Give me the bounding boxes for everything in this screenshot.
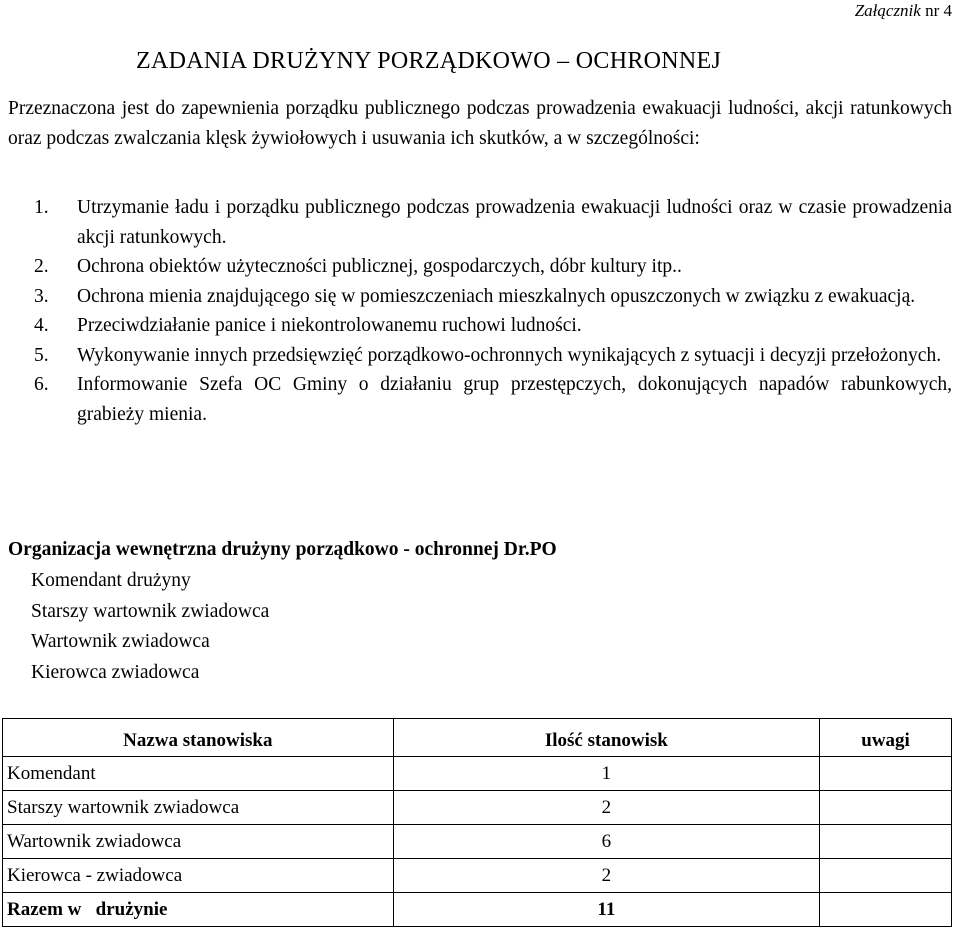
annex-label-number: nr 4 [920,1,952,20]
annex-label-italic: Załącznik [854,1,921,20]
task-text: Informowanie Szefa OC Gminy o działaniu grup przestępczych, dokonujących napadów rabunkowych, grabieży mienia. [77,374,952,425]
table-row [3,859,952,893]
task-text: Wykonywanie innych przedsięwzięć porządkowo-ochronnych wynikających z sytuacji i decyzji przełożonych. [77,344,942,366]
cell-total-count: 11 [393,893,819,927]
task-item [8,311,952,341]
task-number: 4. [34,315,49,336]
task-number: 1. [34,197,49,218]
table-header-row [3,719,952,757]
task-item [8,193,952,252]
role-item: Starszy wartownik zwiadowca [31,600,270,622]
header-position-count: Ilość stanowisk [393,719,819,757]
task-item [8,252,952,282]
cell-notes [820,791,952,825]
cell-position-name: Kierowca - zwiadowca [3,859,394,893]
task-item [8,282,952,312]
task-text: Ochrona obiektów użyteczności publicznej, gospodarczych, dóbr kultury itp.. [77,256,682,277]
cell-notes [820,825,952,859]
cell-total-label: Razem w drużynie [3,893,394,927]
task-number: 5. [34,344,49,366]
organization-heading: Organizacja wewnętrzna drużyny porządkowo - ochronnej Dr.PO [8,539,557,560]
cell-position-count: 1 [393,757,819,791]
cell-notes [820,757,952,791]
task-list [8,193,952,429]
cell-notes [820,859,952,893]
cell-position-count: 2 [393,859,819,893]
table-total-row [3,893,952,927]
table-row [3,791,952,825]
role-item: Kierowca zwiadowca [31,662,200,684]
task-text: Przeciwdziałanie panice i niekontrolowanemu ruchowi ludności. [77,315,582,336]
page-title: ZADANIA DRUŻYNY PORZĄDKOWO – OCHRONNEJ [136,48,722,74]
cell-total-notes [820,893,952,927]
staffing-table [2,718,952,927]
cell-position-name: Komendant [3,757,394,791]
table-row [3,825,952,859]
cell-position-count: 2 [393,791,819,825]
header-position-name: Nazwa stanowiska [3,719,394,757]
cell-position-name: Wartownik zwiadowca [3,825,394,859]
task-text: Utrzymanie ładu i porządku publicznego podczas prowadzenia ewakuacji ludności oraz w czasie prowadzenia akcji ratunkowych. [77,197,952,248]
role-item: Wartownik zwiadowca [31,631,210,653]
cell-position-name: Starszy wartownik zwiadowca [3,791,394,825]
task-number: 2. [34,256,49,277]
intro-paragraph: Przeznaczona jest do zapewnienia porządku publicznego podczas prowadzenia ewakuacji ludności, akcji ratunkowych oraz podczas zwalczania klęsk żywiołowych i usuwania ich skutków, a w szczególności: [8,98,952,149]
task-number: 3. [34,285,49,307]
task-number: 6. [34,374,49,395]
role-list [31,566,269,689]
cell-position-count: 6 [393,825,819,859]
task-text: Ochrona mienia znajdującego się w pomieszczeniach mieszkalnych opuszczonych w związku z ewakuacją. [77,285,916,307]
role-item: Komendant drużyny [31,570,191,591]
table-row [3,757,952,791]
task-item [8,370,952,429]
annex-label [855,0,952,22]
header-notes: uwagi [820,719,952,757]
task-item [8,341,952,371]
